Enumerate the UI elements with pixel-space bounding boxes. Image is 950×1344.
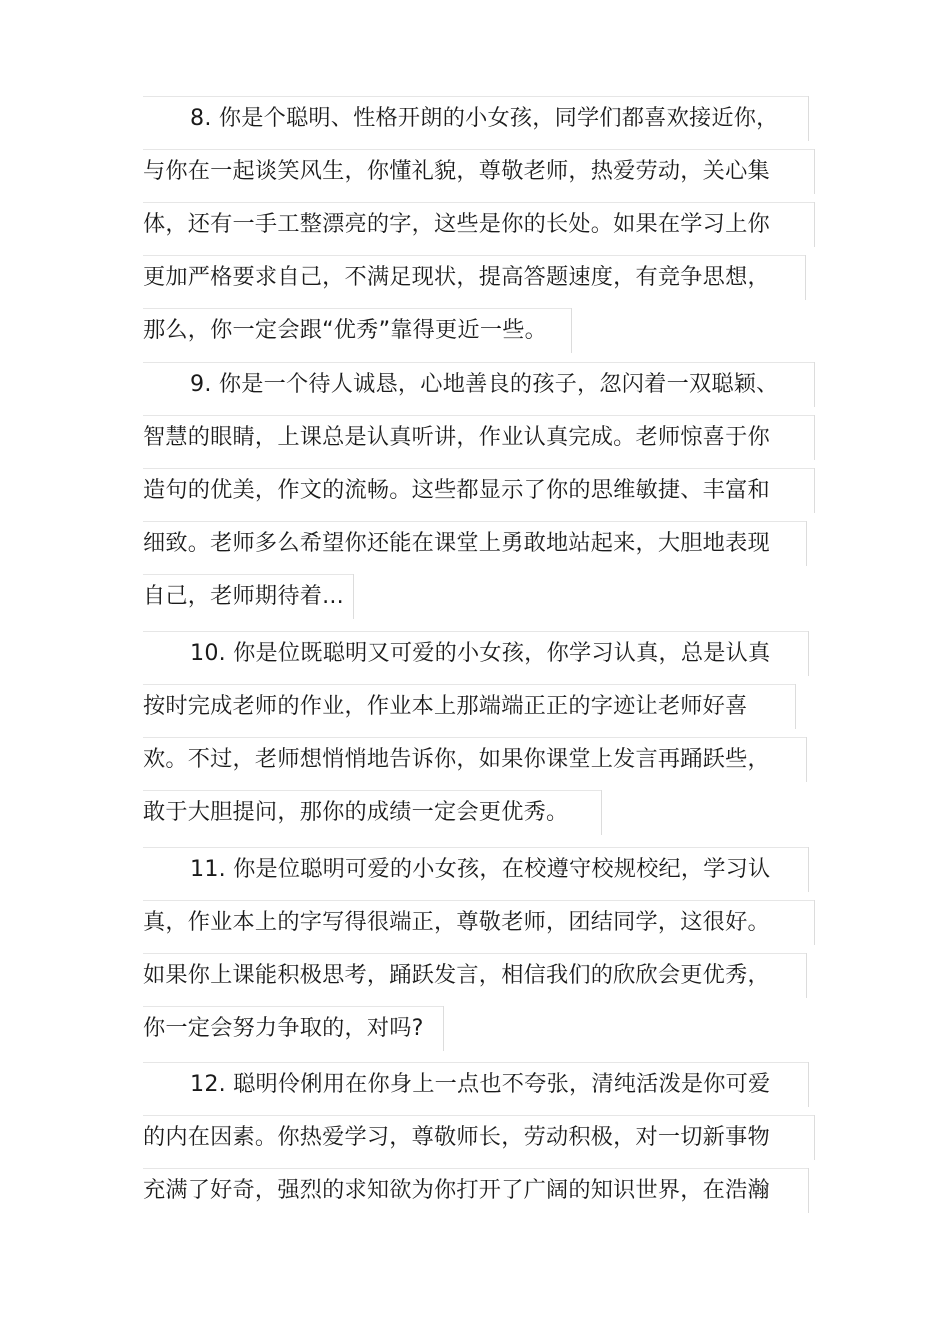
- line-text: 自己，老师期待着...: [143, 583, 344, 609]
- text-line: [143, 949, 815, 1002]
- line-text: 与你在一起谈笑风生，你懂礼貌，尊敬老师，热爱劳动，关心集: [143, 158, 770, 184]
- line-text: 欢。不过，老师想悄悄地告诉你，如果你课堂上发言再踊跃些，: [143, 746, 770, 772]
- line-text: 的内在因素。你热爱学习，尊敬师长，劳动积极，对一切新事物: [143, 1124, 770, 1150]
- paragraph-10: [143, 627, 815, 839]
- paragraph-12: [143, 1058, 815, 1217]
- paragraph-11: [143, 843, 815, 1055]
- text-line: [143, 733, 815, 786]
- text-line: [143, 464, 815, 517]
- text-line: [143, 251, 815, 304]
- line-text: 你一定会努力争取的，对吗?: [143, 1015, 424, 1041]
- line-text: 11. 你是位聪明可爱的小女孩，在校遵守校规校纪，学习认: [190, 856, 771, 882]
- text-line: [143, 1111, 815, 1164]
- text-line: [143, 680, 815, 733]
- text-line: [143, 517, 815, 570]
- line-text: 体，还有一手工整漂亮的字，这些是你的长处。如果在学习上你: [143, 211, 770, 237]
- line-text: 10. 你是位既聪明又可爱的小女孩，你学习认真，总是认真: [190, 640, 771, 666]
- text-line: [143, 304, 815, 357]
- text-line: [143, 145, 815, 198]
- line-text: 敢于大胆提问，那你的成绩一定会更优秀。: [143, 799, 569, 825]
- text-line: [143, 411, 815, 464]
- text-line: [143, 627, 815, 680]
- line-text: 8. 你是个聪明、性格开朗的小女孩，同学们都喜欢接近你，: [190, 105, 779, 131]
- text-line: [143, 843, 815, 896]
- line-text: 9. 你是一个待人诚恳，心地善良的孩子，忽闪着一双聪颖、: [190, 371, 779, 397]
- paragraph-8: [143, 92, 815, 357]
- text-line: [143, 1164, 815, 1217]
- line-text: 真，作业本上的字写得很端正，尊敬老师，团结同学，这很好。: [143, 909, 770, 935]
- line-text: 更加严格要求自己，不满足现状，提高答题速度，有竞争思想，: [143, 264, 770, 290]
- paragraph-9: [143, 358, 815, 623]
- text-line: [143, 92, 815, 145]
- line-text: 那么，你一定会跟“优秀”靠得更近一些。: [143, 317, 547, 343]
- text-line: [143, 896, 815, 949]
- line-text: 造句的优美，作文的流畅。这些都显示了你的思维敏捷、丰富和: [143, 477, 770, 503]
- text-line: [143, 1002, 815, 1055]
- line-text: 按时完成老师的作业，作业本上那端端正正的字迹让老师好喜: [143, 693, 748, 719]
- text-line: [143, 358, 815, 411]
- text-line: [143, 198, 815, 251]
- text-line: [143, 1058, 815, 1111]
- line-text: 如果你上课能积极思考，踊跃发言，相信我们的欣欣会更优秀，: [143, 962, 770, 988]
- line-text: 智慧的眼睛，上课总是认真听讲，作业认真完成。老师惊喜于你: [143, 424, 770, 450]
- text-line: [143, 570, 815, 623]
- line-text: 12. 聪明伶俐用在你身上一点也不夸张，清纯活泼是你可爱: [190, 1071, 771, 1097]
- line-text: 细致。老师多么希望你还能在课堂上勇敢地站起来，大胆地表现: [143, 530, 770, 556]
- line-text: 充满了好奇，强烈的求知欲为你打开了广阔的知识世界，在浩瀚: [143, 1177, 770, 1203]
- text-line: [143, 786, 815, 839]
